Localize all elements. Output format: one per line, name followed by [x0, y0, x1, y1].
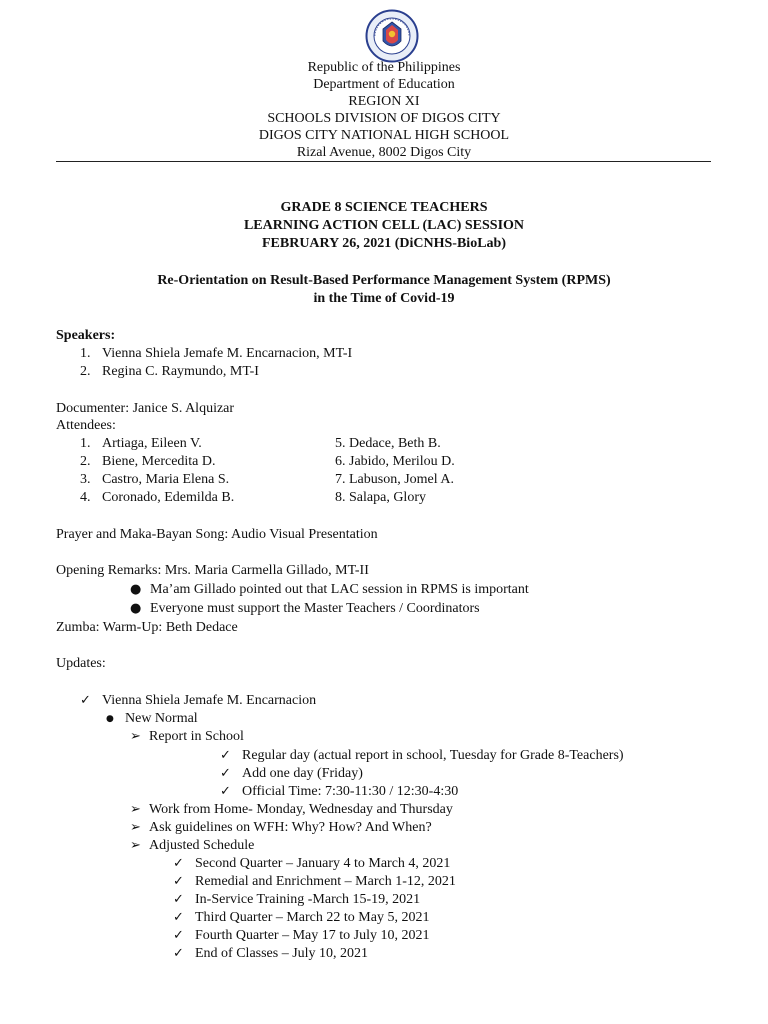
title-line-2: LEARNING ACTION CELL (LAC) SESSION: [243, 218, 525, 233]
opening-remarks-line: Opening Remarks: Mrs. Maria Carmella Gillado, MT-II: [56, 563, 369, 578]
wfh-item: Work from Home- Monday, Wednesday and Thursday: [149, 802, 453, 817]
attendee-name: Artiaga, Eileen V.: [102, 436, 202, 451]
checkmark-icon: ✓: [173, 874, 184, 889]
checkmark-icon: ✓: [220, 748, 231, 763]
speakers-label: Speakers:: [56, 328, 116, 343]
arrow-bullet-icon: ➢: [130, 820, 141, 835]
bullet-icon: ●: [130, 582, 142, 597]
schedule-item: Fourth Quarter – May 17 to July 10, 2021: [195, 928, 430, 943]
speaker-number: 2.: [80, 364, 91, 379]
speaker-number: 1.: [80, 346, 91, 361]
attendee-entry: 7. Labuson, Jomel A.: [335, 472, 454, 487]
bullet-icon: ●: [130, 601, 142, 616]
schedule-item: Second Quarter – January 4 to March 4, 2021: [195, 856, 451, 871]
school-name: DIGOS CITY NATIONAL HIGH SCHOOL: [258, 128, 510, 143]
checkmark-icon: ✓: [80, 693, 91, 708]
title-line-1: GRADE 8 SCIENCE TEACHERS: [280, 200, 488, 215]
division-line: SCHOOLS DIVISION OF DIGOS CITY: [267, 111, 501, 126]
schedule-item: Third Quarter – March 22 to May 5, 2021: [195, 910, 430, 925]
report-detail-item: Regular day (actual report in school, Tuesday for Grade 8-Teachers): [242, 748, 624, 763]
checkmark-icon: ✓: [173, 910, 184, 925]
arrow-bullet-icon: ➢: [130, 838, 141, 853]
attendee-name: Castro, Maria Elena S.: [102, 472, 230, 487]
opening-bullet-text: Everyone must support the Master Teachers / Coordinators: [150, 601, 480, 616]
prayer-line: Prayer and Maka-Bayan Song: Audio Visual Presentation: [56, 527, 378, 542]
checkmark-icon: ✓: [173, 892, 184, 907]
guidelines-item: Ask guidelines on WFH: Why? How? And When?: [149, 820, 432, 835]
schedule-item: End of Classes – July 10, 2021: [195, 946, 369, 961]
updates-label: Updates:: [56, 656, 106, 671]
speaker-name: Vienna Shiela Jemafe M. Encarnacion, MT-I: [102, 346, 353, 361]
attendee-entry: 5. Dedace, Beth B.: [335, 436, 441, 451]
report-detail-item: Add one day (Friday): [242, 766, 363, 781]
checkmark-icon: ✓: [173, 856, 184, 871]
republic-line: Republic of the Philippines: [307, 60, 461, 75]
attendee-entry: 6. Jabido, Merilou D.: [335, 454, 455, 469]
title-line-3: FEBRUARY 26, 2021 (DiCNHS-BioLab): [261, 236, 506, 251]
report-in-school-item: Report in School: [149, 729, 244, 744]
bullet-icon: ●: [106, 714, 114, 724]
speaker-name: Regina C. Raymundo, MT-I: [102, 364, 259, 379]
topic-line-2: in the Time of Covid-19: [313, 291, 455, 306]
deped-seal-logo: [365, 9, 419, 63]
updates-speaker: Vienna Shiela Jemafe M. Encarnacion: [102, 693, 317, 708]
report-detail-item: Official Time: 7:30-11:30 / 12:30-4:30: [242, 784, 459, 799]
attendee-number: 2.: [80, 454, 91, 469]
attendees-label: Attendees:: [56, 418, 116, 433]
documenter-line: Documenter: Janice S. Alquizar: [56, 401, 235, 416]
zumba-line: Zumba: Warm-Up: Beth Dedace: [56, 620, 238, 635]
topic-line-1: Re-Orientation on Result-Based Performance Management System (RPMS): [157, 273, 611, 288]
region-line: REGION XI: [348, 94, 420, 109]
attendee-number: 1.: [80, 436, 91, 451]
attendee-name: Coronado, Edemilda B.: [102, 490, 235, 505]
schedule-item: In-Service Training -March 15-19, 2021: [195, 892, 421, 907]
schedule-item: Remedial and Enrichment – March 1-12, 2021: [195, 874, 456, 889]
arrow-bullet-icon: ➢: [130, 729, 141, 744]
attendee-number: 3.: [80, 472, 91, 487]
opening-bullet-text: Ma’am Gillado pointed out that LAC session in RPMS is important: [150, 582, 529, 597]
attendee-number: 4.: [80, 490, 91, 505]
new-normal-item: New Normal: [125, 711, 198, 726]
attendee-name: Biene, Mercedita D.: [102, 454, 216, 469]
checkmark-icon: ✓: [220, 784, 231, 799]
checkmark-icon: ✓: [220, 766, 231, 781]
adjusted-schedule-item: Adjusted Schedule: [149, 838, 255, 853]
arrow-bullet-icon: ➢: [130, 802, 141, 817]
checkmark-icon: ✓: [173, 946, 184, 961]
attendee-entry: 8. Salapa, Glory: [335, 490, 426, 505]
department-line: Department of Education: [313, 77, 455, 92]
school-address: Rizal Avenue, 8002 Digos City: [296, 145, 472, 160]
checkmark-icon: ✓: [173, 928, 184, 943]
header-divider: [56, 161, 711, 162]
